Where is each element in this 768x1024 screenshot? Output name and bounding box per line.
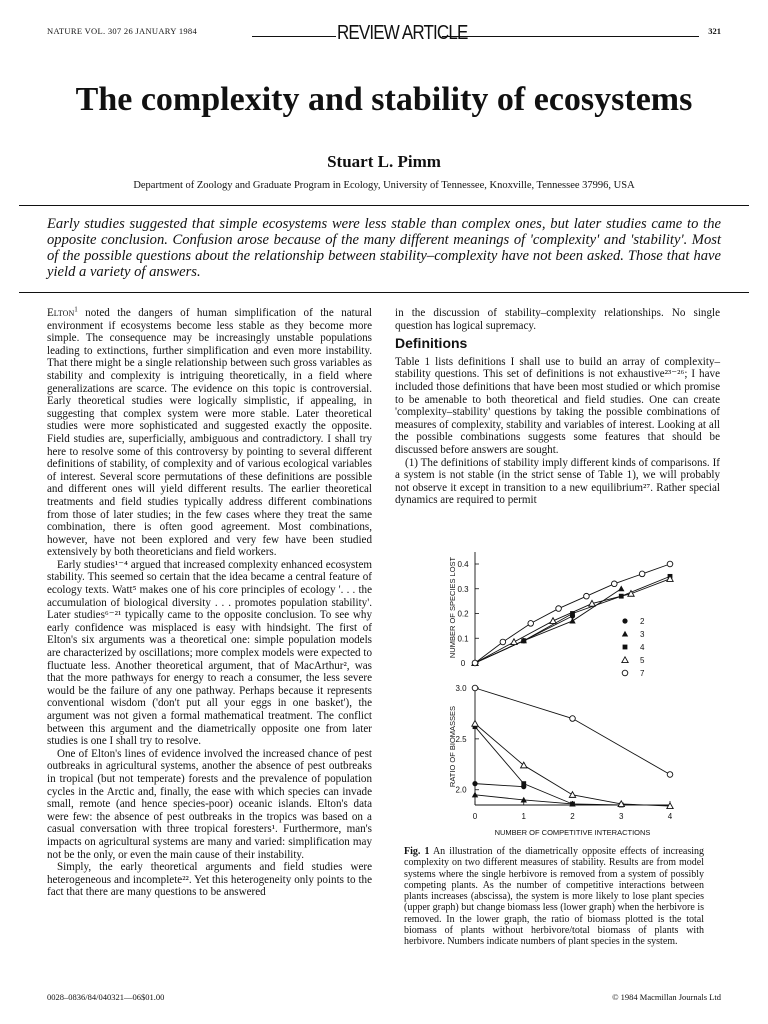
left-column xyxy=(47,307,372,899)
y-tick-label: 3.0 xyxy=(455,684,467,693)
running-header xyxy=(47,22,721,48)
data-point-3 xyxy=(472,792,478,798)
legend-marker-4 xyxy=(623,645,628,650)
legend-label: 5 xyxy=(640,656,645,665)
x-tick-label: 0 xyxy=(472,812,478,821)
data-point-7 xyxy=(584,593,590,599)
footer-code: 0028–0836/84/040321—06$01.00 xyxy=(47,992,165,1002)
x-tick-label: 3 xyxy=(619,812,624,821)
data-point-2 xyxy=(472,781,477,786)
y-tick-label: 2.5 xyxy=(455,734,467,744)
article-title: The complexity and stability of ecosystems xyxy=(75,81,693,118)
section-label: REVIEW ARTICLE xyxy=(337,22,468,44)
data-point-3 xyxy=(569,618,575,624)
legend-marker-7 xyxy=(622,670,628,676)
data-point-5 xyxy=(550,618,556,624)
paragraph: (1) The definitions of stability imply different kinds of comparisons. If a system is not stable (in the strict sense of Table 1), we will probably not observe it except in transition to a new equilibrium²⁷. Rather special dynamics are required to permit xyxy=(395,456,720,507)
data-point-7 xyxy=(667,772,673,778)
data-point-7 xyxy=(556,606,562,612)
affiliation: Department of Zoology and Graduate Program in Ecology, University of Tennessee, Knoxville, Tennessee 37996, USA xyxy=(133,180,635,191)
y-tick-label: 0.3 xyxy=(457,584,469,594)
footer-copyright: © 1984 Macmillan Journals Ltd xyxy=(612,992,721,1002)
author: Stuart L. Pimm xyxy=(327,152,441,171)
section-heading: Definitions xyxy=(395,335,468,352)
legend-marker-3 xyxy=(622,631,628,637)
paragraph: in the discussion of stability–complexity relationships. No single question has logical supremacy. xyxy=(395,307,720,332)
data-point-5 xyxy=(511,639,517,645)
x-tick-label: 1 xyxy=(521,812,526,821)
data-point-4 xyxy=(521,781,526,786)
legend-label: 4 xyxy=(640,643,645,652)
divider xyxy=(19,205,749,206)
legend-label: 7 xyxy=(640,669,645,678)
figure-1-chart xyxy=(425,540,715,840)
legend-label: 2 xyxy=(640,617,645,626)
y-tick-label: 0.1 xyxy=(457,634,469,644)
data-point-7 xyxy=(611,581,617,587)
x-tick-label: 2 xyxy=(570,812,575,821)
data-point-7 xyxy=(528,621,534,627)
figure-1 xyxy=(425,540,715,840)
series-line-3 xyxy=(475,589,621,663)
legend-marker-5 xyxy=(622,657,628,663)
legend-label: 3 xyxy=(640,630,645,639)
data-point-4 xyxy=(521,638,526,643)
data-point-7 xyxy=(570,716,576,722)
data-point-7 xyxy=(472,660,478,666)
y-tick-label: 2.0 xyxy=(455,785,467,795)
data-point-5 xyxy=(569,792,575,798)
paragraph: Table 1 lists definitions I shall use to build an array of complexity–stability questions. This set of definitions is not exhaustive²³⁻²⁶; I have included those definitions that have been most studied or which promise to be amenable to both theoretical and field studies. One can create 'complexity–stability' questions by taking the possible combinations of measures of complexity, stability and variables of interest. Looking at all the possible combinations suggests some features that should be discussed before answers are sought. xyxy=(395,355,720,456)
data-point-7 xyxy=(639,571,645,577)
paragraph: One of Elton's lines of evidence involved the increased chance of pest outbreaks in agricultural systems, another the absence of pest outbreaks in tropical (but not temperate) forests and the prevalence of population cycles in the Arctic and, finally, the ease with which species can invade small, remote (and hence species-poor) oceanic islands. Elton's data were few: the absence of pest outbreaks in the tropics was based on a casual conversation with three tropical foresters¹. Furthermore, man's impacts on agricultural systems are many and varied: simplification may not be the only, or even the main cause of their instability. xyxy=(47,747,372,861)
paragraph: Early studies¹⁻⁴ argued that increased complexity enhanced ecosystem stability. This seemed so certain that the idea became a central feature of ecology texts. Watt⁵ makes one of his core principles of ecology '. . . the accumulation of biological diversity . . . promotes population stability'. Later studies⁶⁻²¹ typically came to the opposite conclusion. To see why early confidence was misplaced is easy with hindsight. The first of Elton's six arguments was a theoretical one: simple population models are characterized by oscillations; more complex models were expected to fluctuate less. Another theoretical argument, that of MacArthur², was that the more pathways for energy to reach a consumer, the less severe would be the failure of any one pathway. Perhaps because it represents conventional wisdom ('don't put all your eggs in one basket'), the argument was not given a formal mathematical treatment. The conflict between this argument and the diametrically opposite one from later studies is one I shall try to resolve. xyxy=(47,558,372,748)
divider xyxy=(19,292,749,293)
data-point-5 xyxy=(472,720,478,726)
series-line-4 xyxy=(475,727,621,805)
series-line-2 xyxy=(475,784,524,787)
x-axis-label: NUMBER OF COMPETITIVE INTERACTIONS xyxy=(494,828,651,837)
data-point-7 xyxy=(500,639,506,645)
data-point-4 xyxy=(570,802,575,807)
page-number: 321 xyxy=(708,26,721,36)
right-column xyxy=(395,307,720,507)
abstract: Early studies suggested that simple ecosystems were less stable than complex ones, but later studies came to the opposite conclusion. Confusion arose because of the many different meanings of 'complexity' and 'stability'. Most of the possible questions about the relationship between stability–complexity have not been asked. Those that have yield a variety of answers. xyxy=(47,216,721,280)
journal-citation: NATURE VOL. 307 26 JANUARY 1984 xyxy=(47,26,198,36)
data-point-7 xyxy=(472,685,478,691)
paragraph: Elton$^1$ noted the dangers of human simplification of the natural environment if ecosystems become less stable as they become more simple. The consequence may be increasingly unstable populations leading to extinctions, further simplification and even more instability. That there might be a single relationship between such gross variables as stability and complexity is intriguing theoretically, in a field where generalizations are scarce. The evidence on this topic is controversial. Early theoretical studies were logically simplistic, if appealing, in suggesting that complex system were more stable. Later theoretical studies were more sophisticated and suggested exactly the opposite. Field studies are, superficially, ambiguous and contradictory. I shall try here to resolve some of this controversy by pointing to several different definitions of stability, of complexity and of various ecological variables of interest. Several score permutations of these definitions are possible and different ones will yield different results. The earlier theoretical treatments and field studies typically address different combinations from those of later studies; in the few cases where they treat the same combination, there is often good agreement. Most combinations, however, have not been explored and very few have been studied extensively by both theoreticians and field workers. xyxy=(47,305,372,559)
legend-marker-2 xyxy=(622,618,627,623)
figure-caption: Fig. 1 An illustration of the diametrically opposite effects of increasing complexity on two different measures of stability. Results are from model systems where the single herbivore is removed from a system of possibly competing plants. As the number of competitive interactions between plants increases (abscissa), the system is more likely to lose plant species (upper graph) but change biomass less (lower graph) when the herbivore is removed. In the lower graph, the ratio of biomass plotted is the total biomass of plants without herbivore/total biomass of plants with herbivore. Numbers indicate numbers of plant species in the system. xyxy=(404,846,704,948)
data-point-3 xyxy=(618,586,624,592)
x-tick-label: 4 xyxy=(667,812,673,821)
data-point-7 xyxy=(667,561,673,567)
y-axis-label: NUMBER OF SPECIES LOST xyxy=(448,556,457,659)
paragraph: Simply, the early theoretical arguments and field studies were heterogeneous and incomplete²². Yet this heterogeneity only points to the fact that there are many questions to be answered xyxy=(47,861,372,899)
y-tick-label: 0 xyxy=(460,659,466,668)
y-tick-label: 0.2 xyxy=(457,609,469,619)
y-axis-label: RATIO OF BIOMASSES xyxy=(448,705,457,788)
y-tick-label: 0.4 xyxy=(457,560,469,569)
